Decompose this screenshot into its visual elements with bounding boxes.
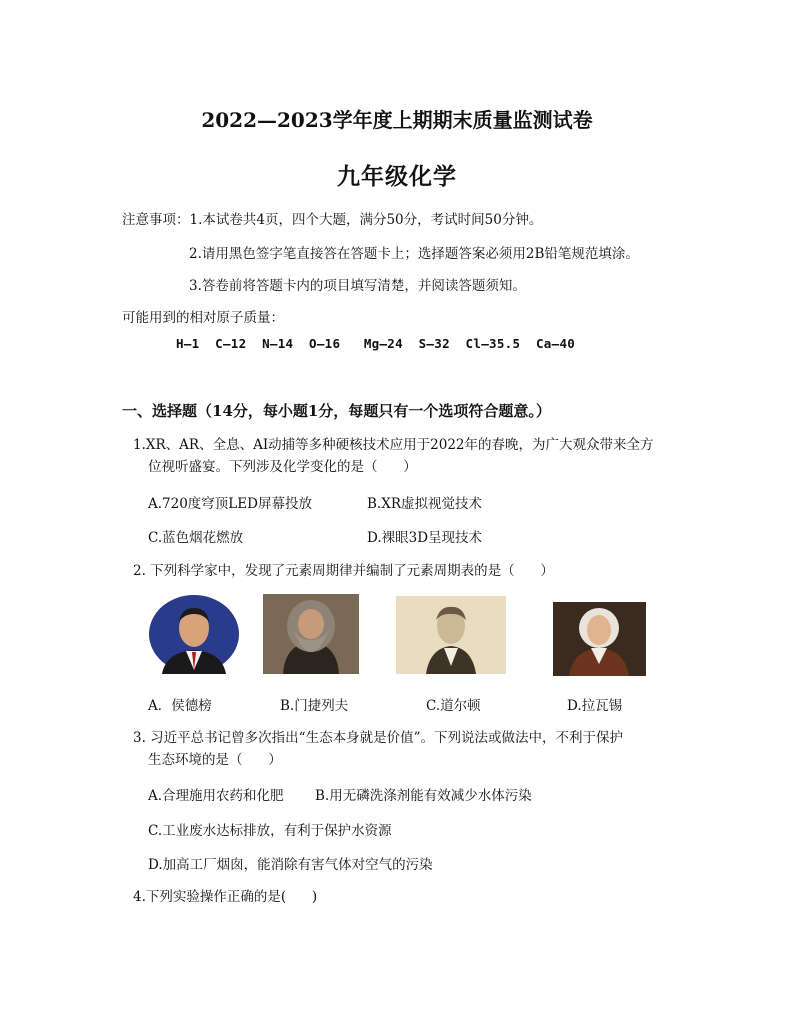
question-3-option-c: C.工业废水达标排放，有利于保护水资源 [148, 823, 392, 839]
question-1-option-c: C.蓝色烟花燃放 [148, 530, 244, 546]
question-1-line-2: 位视听盛宴。下列涉及化学变化的是（ ） [148, 459, 417, 475]
portrait-hou-debang [148, 594, 240, 674]
section-heading: 一、选择题（14分，每小题1分，每题只有一个选项符合题意。） [122, 402, 551, 420]
question-3-line-1: 3. 习近平总书记曾多次指出“生态本身就是价值”。下列说法或做法中，不利于保护 [133, 730, 623, 746]
notes-label: 注意事项： [122, 212, 190, 228]
question-1-option-a: A.720度穹顶LED屏幕投放 [148, 496, 312, 512]
exam-title: 2022—2023学年度上期期末质量监测试卷 [201, 108, 593, 132]
note-item-1: 1.本试卷共4页，四个大题，满分50分，考试时间50分钟。 [189, 212, 543, 228]
notes-line-1 [122, 208, 542, 228]
question-3-line-2: 生态环境的是（ ） [148, 752, 282, 768]
question-3-option-a: A.合理施用农药和化肥 [148, 788, 284, 804]
portrait-dalton [396, 596, 506, 674]
question-4-line-1: 4.下列实验操作正确的是( ) [133, 889, 318, 905]
note-item-3: 3.答卷前将答题卡内的项目填写清楚，并阅读答题须知。 [189, 278, 526, 294]
question-2-option-b: B.门捷列夫 [280, 698, 349, 714]
question-1-line-1: 1.XR、AR、全息、AI动捕等多种硬核技术应用于2022年的春晚，为广大观众带来全方 [133, 437, 654, 453]
note-item-2: 2.请用黑色签字笔直接答在答题卡上；选择题答案必须用2B铅笔规范填涂。 [189, 246, 639, 262]
question-2-option-d: D.拉瓦锡 [567, 698, 623, 714]
atomic-masses-values: H—1 C—12 N—14 O—16 Mg—24 S—32 Cl—35.5 Ca—40 [176, 336, 576, 351]
question-3-option-d: D.加高工厂烟囱，能消除有害气体对空气的污染 [148, 857, 433, 873]
question-2-option-a: A．侯德榜 [148, 698, 212, 714]
exam-subtitle: 九年级化学 [337, 163, 457, 190]
portrait-mendeleev [263, 594, 359, 674]
question-2-option-c: C.道尔顿 [426, 698, 481, 714]
question-1-option-d: D.裸眼3D呈现技术 [367, 530, 483, 546]
atomic-masses-label: 可能用到的相对原子质量： [122, 310, 284, 326]
question-3-option-b: B.用无磷洗涤剂能有效减少水体污染 [315, 788, 532, 804]
question-1-option-b: B.XR虚拟视觉技术 [367, 496, 482, 512]
question-2-line-1: 2. 下列科学家中，发现了元素周期律并编制了元素周期表的是（ ） [133, 563, 554, 579]
portrait-lavoisier [553, 602, 646, 676]
